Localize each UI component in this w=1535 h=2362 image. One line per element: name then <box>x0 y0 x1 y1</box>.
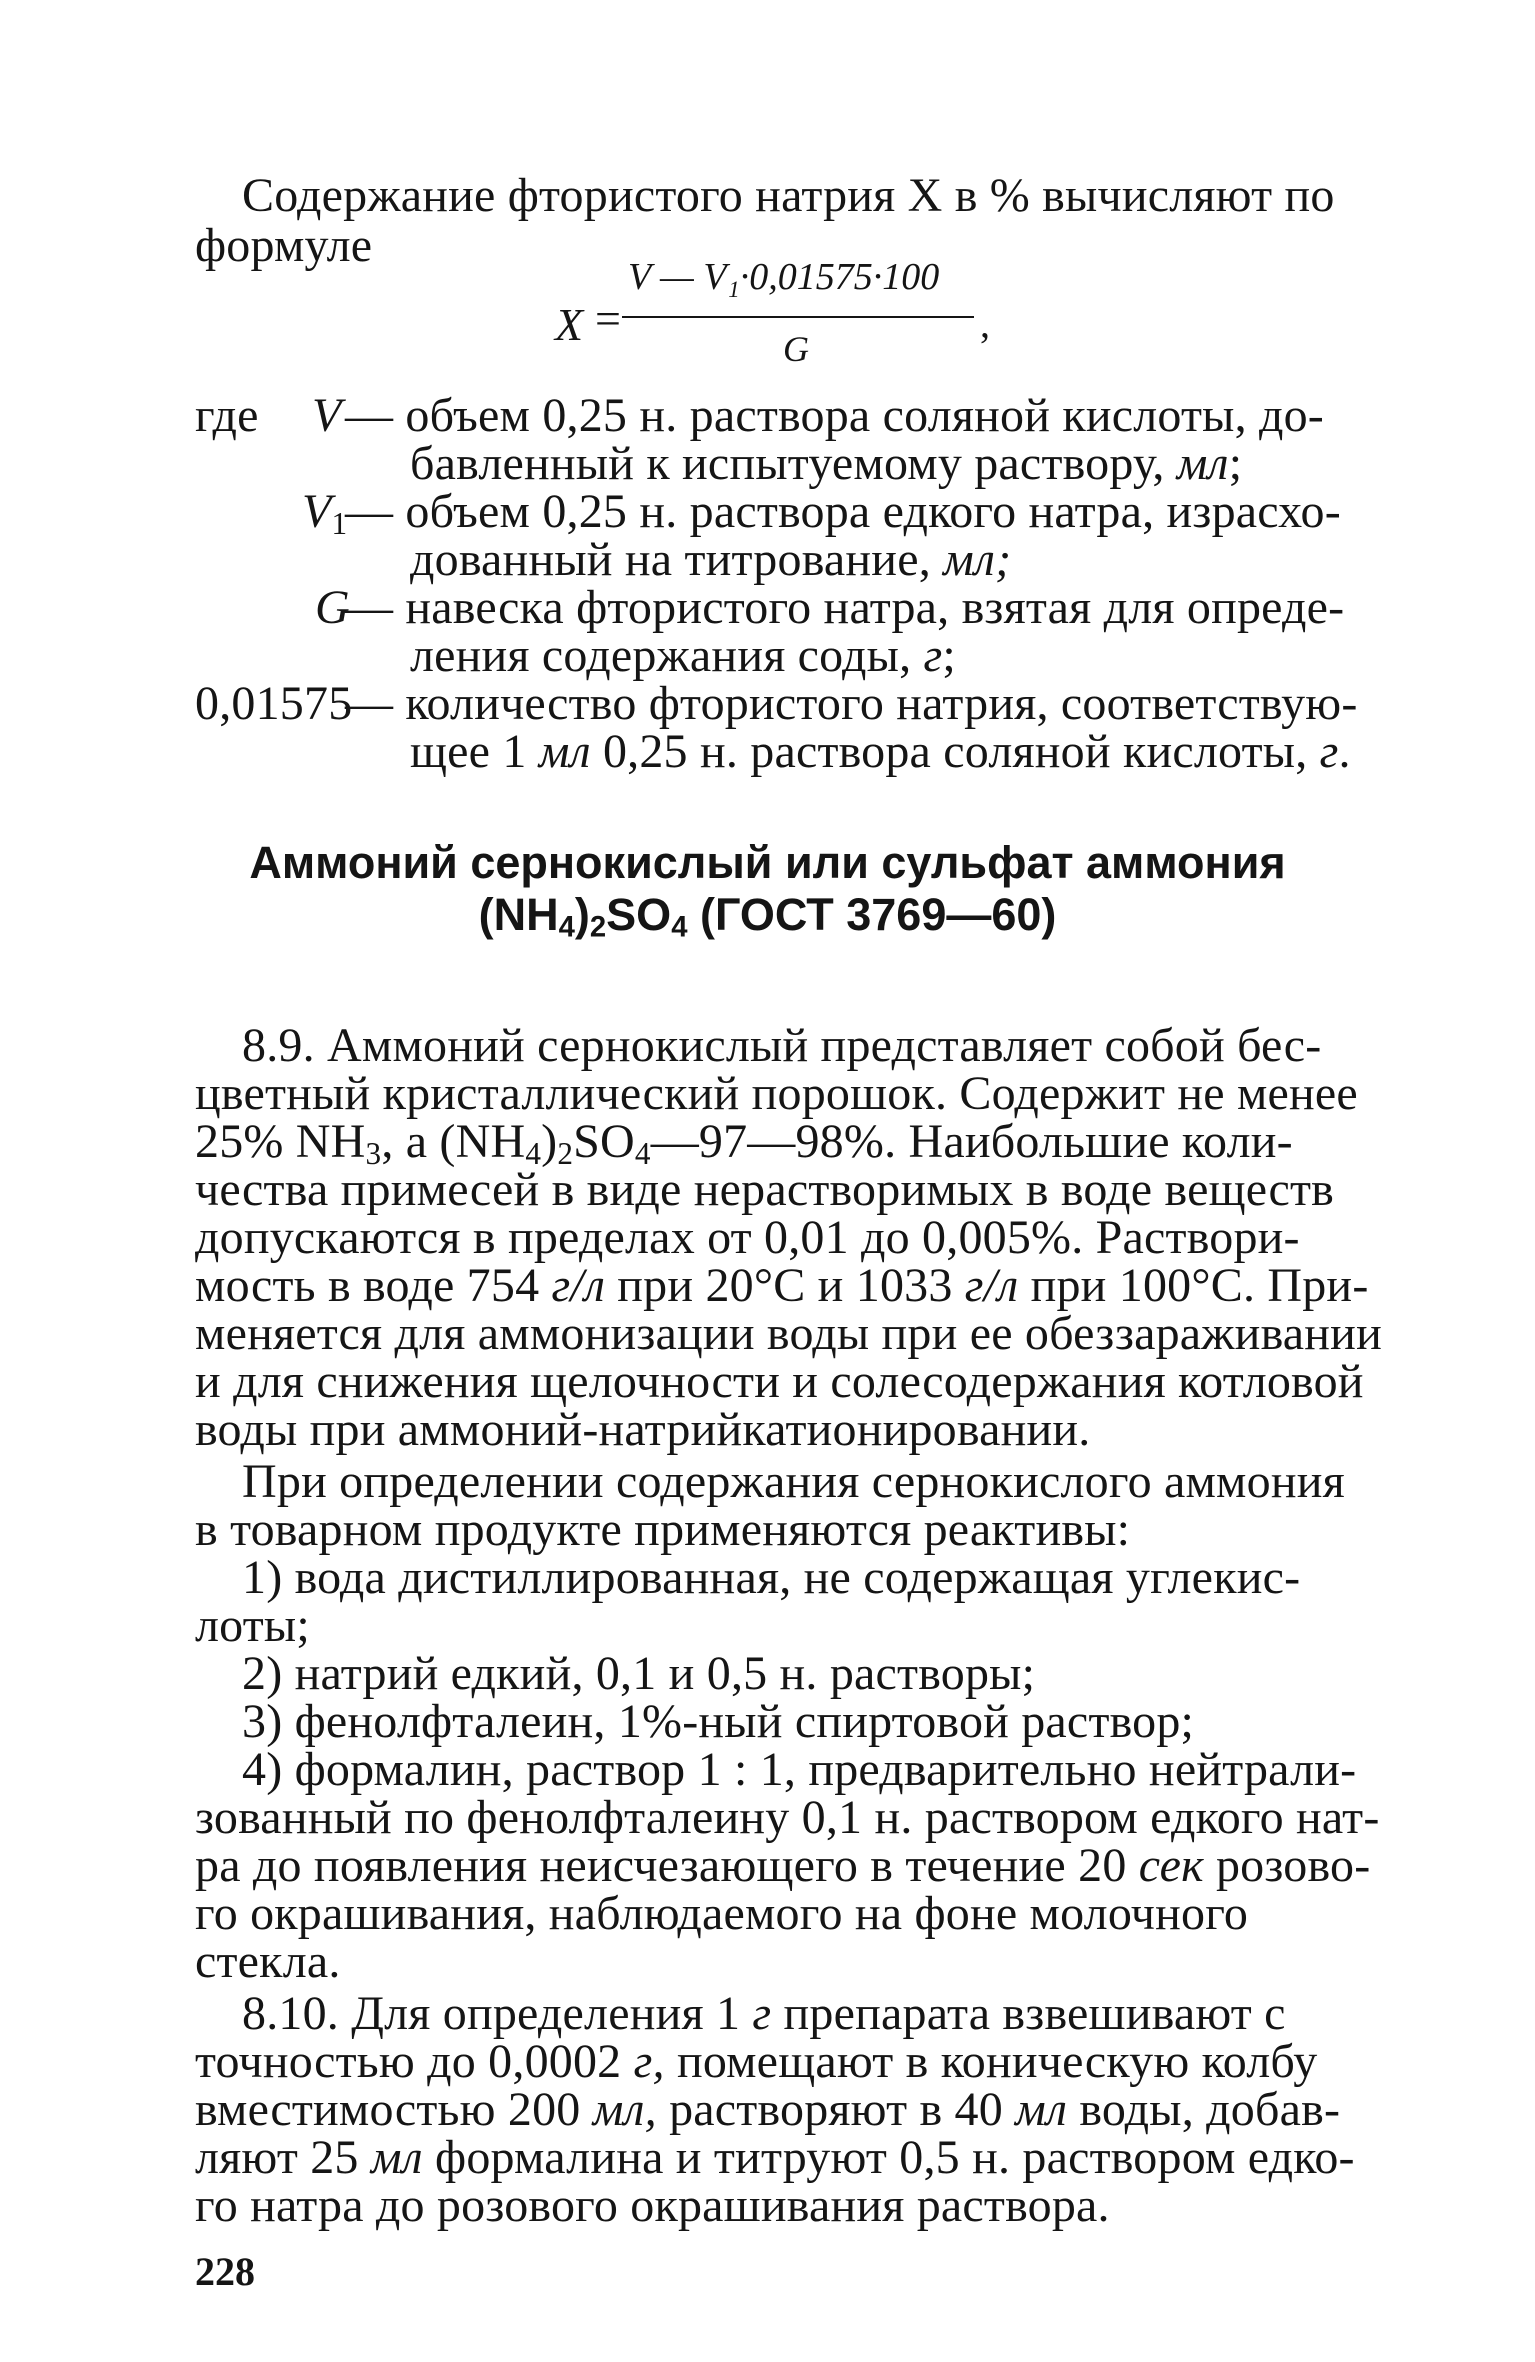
formula-lhs: X <box>555 299 584 350</box>
p810-l3-unit1: мл, <box>592 2083 657 2136</box>
reagents-intro-2: в товарном продукте применяются реактивы: <box>195 1503 1131 1556</box>
def-k-text-1: — количество фтористого натрия, соответствую- <box>345 677 1358 730</box>
def-v1-text: дованный на титрование, <box>410 533 931 586</box>
p89-line-8: и для снижения щелочности и солесодержания котловой <box>195 1355 1364 1408</box>
p89-l3-b: , а (NH <box>381 1115 526 1168</box>
def-k-text-a: щее 1 <box>410 725 527 778</box>
p89-l6-unit2: г/л <box>964 1259 1019 1312</box>
section-heading-line-2 <box>0 889 1535 944</box>
p89-line-7: меняется для аммонизации воды при ее обеззараживании <box>195 1307 1382 1360</box>
p810-line-2 <box>195 2035 1318 2088</box>
reagent-4-line-2: зованный по фенолфталеину 0,1 н. раствором едкого нат- <box>195 1791 1380 1844</box>
p810-l1-a: 8.10. Для определения 1 <box>242 1987 741 2040</box>
p89-l3-sub4: 4 <box>634 1135 651 1171</box>
def-k-text-2 <box>410 725 1351 778</box>
p810-line-1 <box>242 1987 1286 2040</box>
p89-l3-c: ) <box>541 1115 558 1168</box>
p89-line-4: чества примесей в виде нерастворимых в воде веществ <box>195 1163 1334 1216</box>
p810-line-4 <box>195 2131 1355 2184</box>
def-v1-text-2 <box>410 533 1012 586</box>
p89-line-3 <box>195 1115 1293 1171</box>
fraction-bar <box>622 316 974 318</box>
p810-l2-b: помещают в коническую колбу <box>676 2035 1318 2088</box>
reagents-intro-1: При определении содержания сернокислого аммония <box>242 1455 1345 1508</box>
def-v1-symbol <box>302 485 348 541</box>
p89-line-2: цветный кристаллический порошок. Содержит не менее <box>195 1067 1358 1120</box>
p810-line-3 <box>195 2083 1341 2136</box>
def-v-text: бавленный к испытуемому раствору, <box>410 437 1165 490</box>
def-k-symbol: 0,01575 <box>195 677 353 730</box>
p810-l4-b: формалина и титруют 0,5 н. раствором едко- <box>435 2131 1355 2184</box>
reagent-3: 3) фенолфталеин, 1%-ный спиртовой раствор; <box>242 1695 1195 1748</box>
p810-l2-unit: г, <box>633 2035 665 2088</box>
p89-l3-a: 25% NH <box>195 1115 366 1168</box>
heading-gost: (ГОСТ 3769—60) <box>687 889 1057 940</box>
reagent-1-line-1: 1) вода дистиллированная, не содержащая углекис- <box>242 1551 1301 1604</box>
p89-l6-a: мость в воде 754 <box>195 1259 540 1312</box>
def-g-end: ; <box>942 629 956 682</box>
formula-comma: , <box>980 301 990 346</box>
heading-sub-2: 2 <box>589 911 607 944</box>
p810-l1-unit: г <box>752 1987 772 2040</box>
def-g-text: ления содержания соды, <box>410 629 912 682</box>
heading-formula-a: (NH <box>478 889 559 940</box>
p89-line-6 <box>195 1259 1369 1312</box>
page-number: 228 <box>195 2249 255 2294</box>
p89-line-5: допускаются в пределах от 0,01 до 0,005%. Раствори- <box>195 1211 1300 1264</box>
p89-line-9: воды при аммоний-натрийкатионировании. <box>195 1403 1091 1456</box>
reagent-1-line-2: лоты; <box>195 1599 310 1652</box>
p810-l3-c: воды, добав- <box>1079 2083 1341 2136</box>
formula-equals: = <box>595 293 621 344</box>
p89-l3-e: —97—98%. Наибольшие коли- <box>650 1115 1293 1168</box>
p89-line-1: 8.9. Аммоний сернокислый представляет собой бес- <box>242 1019 1322 1072</box>
def-g-symbol: G <box>315 581 350 634</box>
p810-l3-b: растворяют в 40 <box>669 2083 1003 2136</box>
p89-l6-b: при 20°С и 1033 <box>617 1259 953 1312</box>
reagent-4-line-3 <box>195 1839 1371 1892</box>
def-k-text-b: 0,25 н. раствора соляной кислоты, <box>602 725 1308 778</box>
p810-l1-b: препарата взвешивают с <box>783 1987 1286 2040</box>
reagent-4-line-4: го окрашивания, наблюдаемого на фоне молочного <box>195 1887 1249 1940</box>
p89-l6-c: при 100°С. При- <box>1030 1259 1369 1312</box>
where-label: где <box>195 389 259 442</box>
def-g-unit: г <box>923 629 943 682</box>
formula-numerator: V — V₁·0,01575·100 <box>628 256 940 298</box>
heading-formula-c: SO <box>606 889 672 940</box>
def-v1-unit: мл; <box>943 533 1012 586</box>
def-k-unit-ml: мл <box>538 725 591 778</box>
def-v1-text-1: — объем 0,25 н. раствора едкого натра, израсхо- <box>345 485 1341 538</box>
reagent-4-line-5: стекла. <box>195 1935 341 1988</box>
formula-denominator: G <box>783 329 809 369</box>
section-heading-line-1: Аммоний сернокислый или сульфат аммония <box>249 837 1286 888</box>
heading-sub-1: 4 <box>558 911 575 944</box>
def-v-text-1: — объем 0,25 н. раствора соляной кислоты, до- <box>345 389 1324 442</box>
r4-l3-b: розово- <box>1215 1839 1371 1892</box>
r4-l3-unit: сек <box>1138 1839 1204 1892</box>
def-v-text-2 <box>410 437 1243 490</box>
intro-line-1: Содержание фтористого натрия X в % вычисляют по <box>242 169 1335 222</box>
heading-sub-3: 4 <box>671 911 688 944</box>
def-v-end: ; <box>1228 437 1243 490</box>
def-k-end: . <box>1338 725 1351 778</box>
p810-l4-a: ляют 25 <box>195 2131 359 2184</box>
def-v-unit: мл <box>1176 437 1229 490</box>
p89-l3-d: SO <box>573 1115 635 1168</box>
p89-l6-unit1: г/л <box>551 1259 606 1312</box>
p810-l3-a: вместимостью 200 <box>195 2083 581 2136</box>
def-v1-subscript: 1 <box>331 505 348 541</box>
def-g-text-2 <box>410 629 956 682</box>
def-g-text-1: — навеска фтористого натра, взятая для опреде- <box>345 581 1345 634</box>
def-v-symbol: V <box>312 389 342 442</box>
p89-l3-sub1: 3 <box>365 1135 382 1171</box>
r4-l3-a: ра до появления неисчезающего в течение 20 <box>195 1839 1127 1892</box>
intro-line-2: формуле <box>195 219 373 272</box>
reagent-2: 2) натрий едкий, 0,1 и 0,5 н. растворы; <box>242 1647 1036 1700</box>
p810-l2-a: точностью до 0,0002 <box>195 2035 622 2088</box>
heading-formula-b: ) <box>574 889 590 940</box>
p89-l3-sub3: 2 <box>557 1135 574 1171</box>
def-k-unit-g: г <box>1319 725 1339 778</box>
p89-l3-sub2: 4 <box>525 1135 542 1171</box>
def-v1-letter: V <box>302 485 332 538</box>
p810-l4-unit: мл <box>370 2131 423 2184</box>
p810-l3-unit2: мл <box>1015 2083 1068 2136</box>
p810-line-5: го натра до розового окрашивания раствора. <box>195 2179 1110 2232</box>
reagent-4-line-1: 4) формалин, раствор 1 : 1, предварительно нейтрали- <box>242 1743 1357 1796</box>
